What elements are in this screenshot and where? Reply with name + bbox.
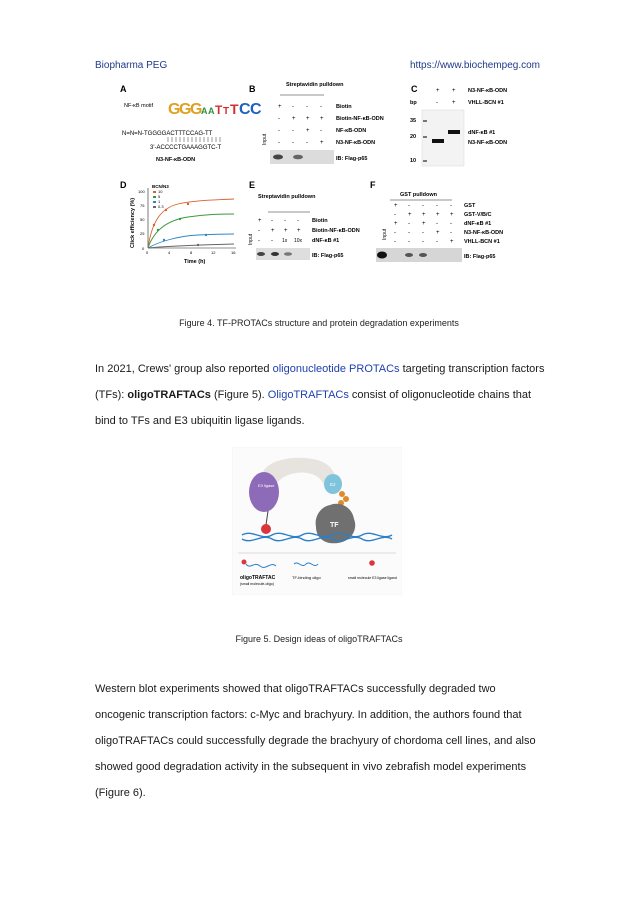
figure-5 (232, 447, 402, 595)
blot-band (405, 253, 413, 257)
panel-letter-c: C (411, 84, 418, 94)
figure-4-caption: Figure 4. TF-PROTACs structure and protein degradation experiments (179, 318, 459, 328)
band-label: dNF-κB #1 (468, 130, 496, 136)
panel-e-mark: - (297, 218, 299, 224)
blot-band (377, 252, 387, 259)
panel-f-mark: - (408, 221, 410, 227)
panel-e-input-label: Input (248, 233, 254, 245)
panel-f-mark: - (436, 239, 438, 245)
panel-c-mark: + (452, 88, 456, 94)
e3-ligase-label: E3 ligase (258, 483, 275, 488)
legend-swatch (153, 191, 156, 193)
seq-base-pairs (168, 137, 220, 142)
panel-letter-e: E (249, 180, 256, 190)
legend-entry: 10 (158, 189, 163, 194)
panel-c-marks (436, 88, 456, 106)
data-point (153, 224, 155, 226)
panel-f-input-label: Input (382, 228, 388, 240)
motif-logo-g3: G (190, 101, 203, 118)
panel-f-mark: - (422, 239, 424, 245)
panel-f-row-label: GST-V/B/C (464, 212, 492, 218)
gel-band (448, 130, 460, 134)
panel-f-group-label: GST pulldown (400, 192, 437, 198)
paragraph-1 (95, 356, 545, 434)
tf-label: TF (330, 522, 339, 529)
panel-e-mark: 10x (294, 238, 303, 244)
legend-ligand-icon (242, 560, 247, 565)
panel-f-mark: + (436, 212, 440, 218)
panel-d-legend (153, 189, 164, 209)
ladder-20: 20 (410, 134, 417, 140)
panel-b-mark: - (320, 104, 322, 110)
panel-c-row-label: N3-NF-κB-ODN (468, 88, 508, 94)
curve-series-1 (148, 234, 234, 248)
legend-e3-ligand: small molecule E3 ligase ligand (348, 576, 397, 580)
panel-b-row-label: NF-κB-ODN (336, 128, 367, 134)
motif-logo-t1: T (215, 103, 223, 117)
panel-c-mark: - (436, 100, 438, 106)
panel-e-mark: - (284, 218, 286, 224)
panel-f-mark: - (408, 239, 410, 245)
panel-b-mark: - (278, 140, 280, 146)
blot-band (257, 252, 265, 256)
panel-b-row-labels (336, 104, 384, 146)
legend-entry: 1 (158, 199, 161, 204)
panel-b-mark: - (292, 128, 294, 134)
legend-swatch (153, 196, 156, 198)
figure-5-caption: Figure 5. Design ideas of oligoTRAFTACs (235, 634, 403, 644)
header-url[interactable]: https://www.biochempeg.com (409, 60, 540, 71)
panel-b-mark: + (306, 128, 310, 134)
panel-d-yticks (138, 189, 145, 251)
blot-band (273, 155, 283, 160)
ladder-band (423, 160, 427, 162)
panel-f-mark: + (394, 203, 398, 209)
panel-b-mark: - (278, 128, 280, 134)
panel-e-mark: - (258, 228, 260, 234)
ladder-band (423, 136, 427, 138)
data-point (187, 203, 189, 205)
panel-e-mark: + (271, 228, 275, 234)
data-point (205, 234, 207, 236)
panel-f-mark: + (450, 212, 454, 218)
panel-c-mark: + (452, 100, 456, 106)
panel-b-group-label: Streptavidin pulldown (286, 82, 344, 88)
figure-4 (118, 80, 538, 270)
panel-f-mark: - (408, 230, 410, 236)
legend-entry: 0.3 (158, 204, 164, 209)
x-tick: 16 (231, 250, 236, 255)
panel-b-mark: + (292, 116, 296, 122)
panel-f-row-label: dNF-κB #1 (464, 221, 492, 227)
panel-c-gel (422, 110, 464, 166)
panel-b-row-label: N3-NF-κB-ODN (336, 140, 376, 146)
panel-e-mark: - (271, 218, 273, 224)
ubiquitin-icon (343, 496, 349, 502)
motif-logo-t2: T (223, 106, 230, 117)
ubiquitin-icon (339, 491, 345, 497)
panel-letter-d: D (120, 180, 127, 190)
legend-oligotraftac-sub: (small molecule-oligo) (240, 582, 275, 586)
e3-ligase-shape (249, 472, 279, 512)
panel-b-ib-label: IB: Flag-p65 (336, 156, 368, 162)
motif-logo-a1: A (201, 106, 208, 116)
panel-f-mark: - (394, 239, 396, 245)
motif-logo-g2: G (179, 101, 192, 118)
panel-b-mark: + (320, 140, 324, 146)
x-tick: 0 (146, 250, 149, 255)
e2-label: E2 (330, 482, 336, 487)
motif-label: NF-κB motif (124, 103, 154, 109)
panel-f-mark: - (436, 203, 438, 209)
panel-letter-b: B (249, 84, 256, 94)
blot-band (293, 155, 303, 160)
panel-d-ylabel: Click efficiency (%) (130, 197, 136, 248)
panel-c-row-label: VHLL-BCN #1 (468, 100, 504, 106)
panel-f-mark: - (394, 230, 396, 236)
y-tick: 75 (140, 203, 145, 208)
panel-e-group-label: Streptavidin pulldown (258, 194, 316, 200)
panel-f-mark: - (450, 221, 452, 227)
motif-logo-c1: C (239, 101, 251, 118)
panel-f-mark: + (422, 221, 426, 227)
panel-b-mark: - (306, 140, 308, 146)
link-oligotraftacs[interactable]: OligoTRAFTACs (267, 389, 349, 401)
ladder-10: 10 (410, 158, 417, 164)
header-company: Biopharma PEG (95, 60, 168, 71)
panel-b-marks (278, 104, 324, 146)
motif-logo-g1: G (168, 101, 181, 118)
panel-f-mark: - (450, 230, 452, 236)
panel-b-row-label: Biotin (336, 104, 352, 110)
panel-e-mark: + (297, 228, 301, 234)
panel-letter-f: F (370, 180, 376, 190)
panel-d-xlabel: Time (h) (184, 259, 206, 265)
panel-f-row-label: VHLL-BCN #1 (464, 239, 500, 245)
y-tick: 100 (138, 189, 145, 194)
para1-text: targeting transcription factors (TFs): (95, 363, 545, 401)
panel-b-mark: + (320, 116, 324, 122)
panel-b-mark: - (292, 104, 294, 110)
legend-swatch (153, 206, 156, 208)
y-tick: 50 (140, 217, 145, 222)
panel-f-mark: + (436, 230, 440, 236)
curve-series-0-3 (148, 244, 234, 248)
data-point (179, 218, 181, 220)
data-point (157, 229, 159, 231)
panel-e-row-labels (312, 218, 360, 244)
panel-b-mark: - (278, 116, 280, 122)
panel-f-marks (394, 203, 454, 245)
data-point (165, 209, 167, 211)
panel-f-row-label: N3-NF-κB-ODN (464, 230, 504, 236)
legend-oligotraftac: oligoTRAFTAC (240, 575, 276, 581)
para1-text: In 2021, Crews' group also reported (95, 363, 273, 375)
panel-f-mark: - (422, 203, 424, 209)
motif-logo-a2: A (208, 106, 215, 116)
para1-bold-term: oligoTRAFTACs (127, 389, 211, 401)
blot-band (419, 253, 427, 257)
panel-f-mark: - (408, 203, 410, 209)
panel-c-bp-label: bp (410, 100, 417, 106)
panel-b-mark: + (278, 104, 282, 110)
x-tick: 8 (190, 250, 193, 255)
ligand-icon (261, 524, 271, 534)
panel-f-row-labels (464, 203, 503, 245)
paragraph-2: Western blot experiments showed that oligoTRAFTACs successfully degraded two oncogenic transcription factors: c-Myc and brachyury. In addition, the authors found that oligoTRAFTACs could successfully degrade the brachyury of chordoma cell lines, and also showed good degradation activity in the subsequent in vivo zebrafish model experiments (Figure 6). (95, 683, 536, 799)
curve-points (153, 203, 207, 246)
legend-entry: 5 (158, 194, 161, 199)
curve-series-5 (148, 214, 234, 248)
para1-text: consist of oligonucleotide chains that bind to TFs and E3 ubiquitin ligase ligands. (95, 389, 532, 427)
panel-d-legend-title: BCN/N3 (152, 184, 169, 189)
seq-top: N=N=N-TGGGGACTTTCCAG-TT (122, 131, 213, 137)
panel-f-mark: - (422, 230, 424, 236)
panel-f-row-label: GST (464, 203, 476, 209)
panel-f-ib-label: IB: Flag-p65 (464, 254, 496, 260)
panel-b-mark: - (306, 104, 308, 110)
oligo-label: N3-NF-κB-ODN (156, 157, 196, 163)
panel-b-input-label: Input (262, 133, 268, 145)
data-point (197, 244, 199, 246)
y-tick: 0 (142, 246, 145, 251)
panel-e-mark: + (284, 228, 288, 234)
gel-band (432, 139, 444, 143)
panel-e-mark: - (258, 238, 260, 244)
x-tick: 12 (211, 250, 216, 255)
band-label: N3-NF-κB-ODN (468, 140, 508, 146)
motif-logo-c2: C (250, 101, 262, 118)
panel-f-mark: + (422, 212, 426, 218)
panel-b-row-label: Biotin-NF-κB-ODN (336, 116, 384, 122)
legend-swatch (153, 201, 156, 203)
motif-logo-t3: T (230, 101, 239, 117)
panel-e-mark: - (271, 238, 273, 244)
panel-b-mark: + (306, 116, 310, 122)
panel-f-mark: + (408, 212, 412, 218)
y-tick: 25 (140, 231, 145, 236)
ladder-band (423, 120, 427, 122)
panel-e-mark: + (258, 218, 262, 224)
panel-e-mark: 1x (282, 238, 288, 244)
blot-band (271, 252, 279, 256)
panel-f-mark: + (450, 239, 454, 245)
legend-e3-ligand-icon (369, 560, 375, 566)
panel-f-mark: + (394, 221, 398, 227)
x-tick: 4 (168, 250, 171, 255)
para1-text: (Figure 5). (210, 389, 268, 401)
panel-f-mark: - (436, 221, 438, 227)
link-oligonucleotide-protacs[interactable]: oligonucleotide PROTACs (272, 363, 400, 375)
panel-b-mark: - (292, 140, 294, 146)
blot-band (284, 252, 292, 256)
panel-e-row-label: Biotin-NF-κB-ODN (312, 228, 360, 234)
legend-tf-oligo: TF-binding oligo (292, 575, 321, 580)
panel-f-mark: - (394, 212, 396, 218)
panel-letter-a: A (120, 84, 127, 94)
panel-d-xticks (146, 250, 236, 255)
seq-bottom: 3'-ACCCCTGAAAGGTC-T (150, 145, 222, 151)
motif-logo (168, 101, 262, 118)
data-point (163, 239, 165, 241)
panel-b-mark: - (320, 128, 322, 134)
panel-e-row-label: Biotin (312, 218, 328, 224)
ladder-35: 35 (410, 118, 417, 124)
panel-e-ib-label: IB: Flag-p65 (312, 253, 344, 259)
panel-e-row-label: dNF-κB #1 (312, 238, 340, 244)
panel-c-mark: + (436, 88, 440, 94)
panel-f-mark: - (450, 203, 452, 209)
panel-e-marks (258, 218, 303, 244)
